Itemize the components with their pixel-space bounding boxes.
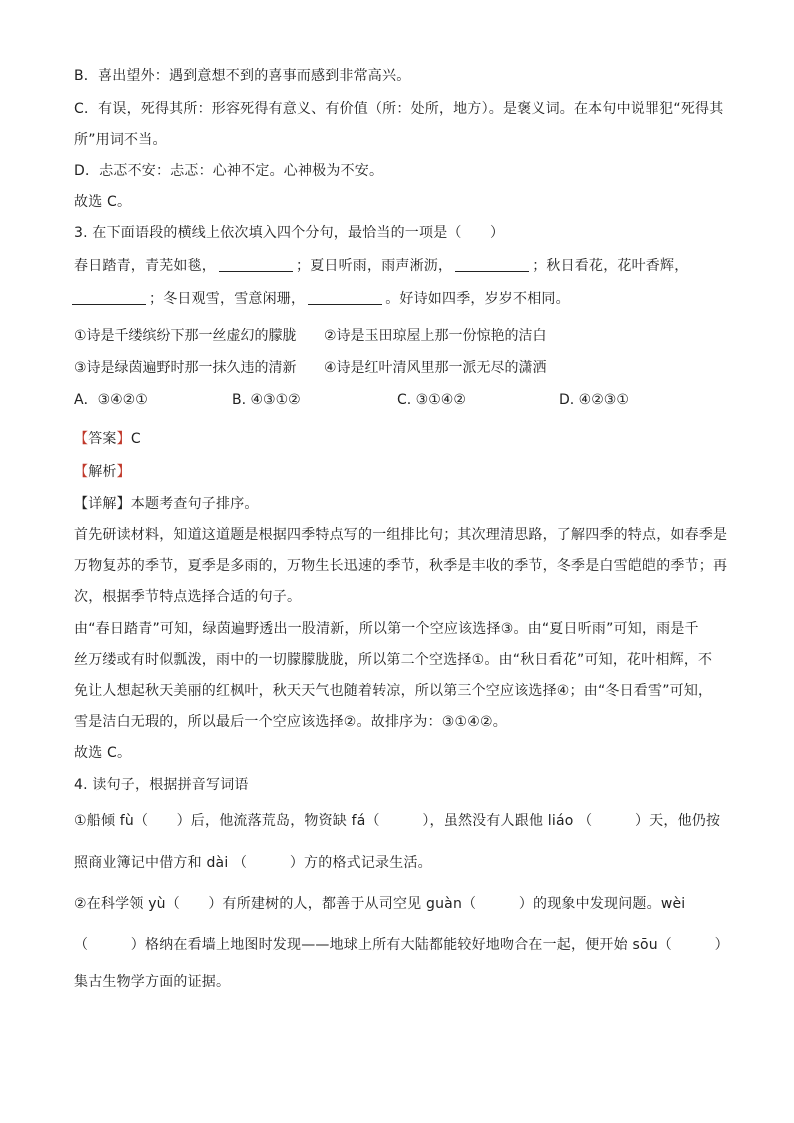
q3-passage-line1 xyxy=(74,256,724,276)
q3-analysis-p5: 丝万缕或有时似瓢泼，雨中的一切朦朦胧胧，所以第二个空选择①。由“秋日看花”可知，花叶相辉，不 xyxy=(74,652,713,668)
q3-passage-line2 xyxy=(72,289,722,309)
q4-sentence-2-line2: （ ）格纳在看墙上地图时发现——地球上所有大陆都能较好地吻合在一起，便开始 sōu（ ） xyxy=(74,937,729,953)
q3-choice-a: A．③④②① xyxy=(74,392,148,408)
fill-blank-2 xyxy=(455,257,529,272)
analysis-bracket-open: 【 xyxy=(74,464,89,480)
q3-analysis-p4: 由“春日踏青”可知，绿茵遍野透出一股清新，所以第一个空应该选择③。由“夏日听雨”可知，雨是千 xyxy=(74,621,699,637)
q4-sentence-1-line2: 照商业簿记中借方和 dài （ ）方的格式记录生活。 xyxy=(74,855,432,871)
q3-analysis-p7: 雪是洁白无瑕的，所以最后一个空应该选择②。故排序为：③①④②。 xyxy=(74,714,507,730)
answer-bracket-close: 】 xyxy=(116,431,131,447)
q3-item-3: ③诗是绿茵遍野时那一抹久违的清新 xyxy=(74,360,297,376)
option-b-explanation: B．喜出望外：遇到意想不到的喜事而感到非常高兴。 xyxy=(74,68,411,84)
q3-choice-c: C. ③①④② xyxy=(397,392,466,408)
analysis-label: 解析 xyxy=(88,464,117,480)
q3-analysis-p3: 次，根据季节特点选择合适的句子。 xyxy=(74,589,302,605)
passage-segment: 。好诗如四季，岁岁不相同。 xyxy=(385,291,570,307)
answer-label: 答案 xyxy=(88,431,117,447)
q2-conclusion: 故选 C。 xyxy=(74,194,132,210)
q3-analysis-p6: 免让人想起秋天美丽的红枫叶，秋天天气也随着转凉，所以第三个空应该选择④；由“冬日看雪”可知， xyxy=(74,683,713,699)
fill-blank-1 xyxy=(219,257,293,272)
q4-sentence-1-line1: ①船倾 fù（ ）后，他流落荒岛，物资缺 fá（ ），虽然没有人跟他 liáo （ ）天，他仍按 xyxy=(74,813,721,829)
q3-item-1: ①诗是千缕缤纷下那一丝虚幻的朦胧 xyxy=(74,328,297,344)
answer-value: C xyxy=(130,431,141,447)
fill-blank-3 xyxy=(72,290,146,305)
q4-sentence-2-line1: ②在科学领 yù（ ）有所建树的人，都善于从司空见 guàn（ ）的现象中发现问题。wèi xyxy=(74,896,686,912)
passage-segment: ；秋日看花，花叶香辉， xyxy=(532,258,689,274)
option-c-explanation-line2: 所”用词不当。 xyxy=(74,132,167,148)
q3-analysis-p2: 万物复苏的季节，夏季是多雨的，万物生长迅速的季节，秋季是丰收的季节，冬季是白雪皑皑的季节；再 xyxy=(74,558,728,574)
passage-segment: ；冬日观雪，雪意闲珊， xyxy=(149,291,306,307)
fill-blank-4 xyxy=(308,290,382,305)
q3-choice-d: D. ④②③① xyxy=(559,392,629,408)
option-c-explanation-line1: C．有误，死得其所：形容死得有意义、有价值（所：处所，地方）。是褒义词。在本句中说罪犯“死得其 xyxy=(74,101,724,117)
q4-sentence-2-line3: 集古生物学方面的证据。 xyxy=(74,974,231,990)
answer-bracket-open: 【 xyxy=(74,431,89,447)
passage-segment: ；夏日听雨，雨声淅沥， xyxy=(296,258,453,274)
q3-item-4: ④诗是红叶清风里那一派无尽的潇洒 xyxy=(324,360,547,376)
passage-segment: 春日踏青，青芜如毯， xyxy=(74,258,216,274)
q3-stem: 3. 在下面语段的横线上依次填入四个分句，最恰当的一项是（ ） xyxy=(74,225,505,241)
q3-answer xyxy=(74,429,724,449)
q3-conclusion: 故选 C。 xyxy=(74,745,132,761)
q4-stem: 4. 读句子，根据拼音写词语 xyxy=(74,777,249,793)
analysis-bracket-close: 】 xyxy=(116,464,131,480)
q3-item-2: ②诗是玉田琼屋上那一份惊艳的洁白 xyxy=(324,328,547,344)
q3-analysis-heading xyxy=(74,462,724,482)
q3-detail-heading: 【详解】本题考查句子排序。 xyxy=(74,496,259,512)
q3-choice-b: B. ④③①② xyxy=(232,392,301,408)
q3-analysis-p1: 首先研读材料，知道这道题是根据四季特点写的一组排比句；其次理清思路，了解四季的特点，如春季是 xyxy=(74,527,728,543)
option-d-explanation: D．忐忑不安：忐忑：心神不定。心神极为不安。 xyxy=(74,163,384,179)
